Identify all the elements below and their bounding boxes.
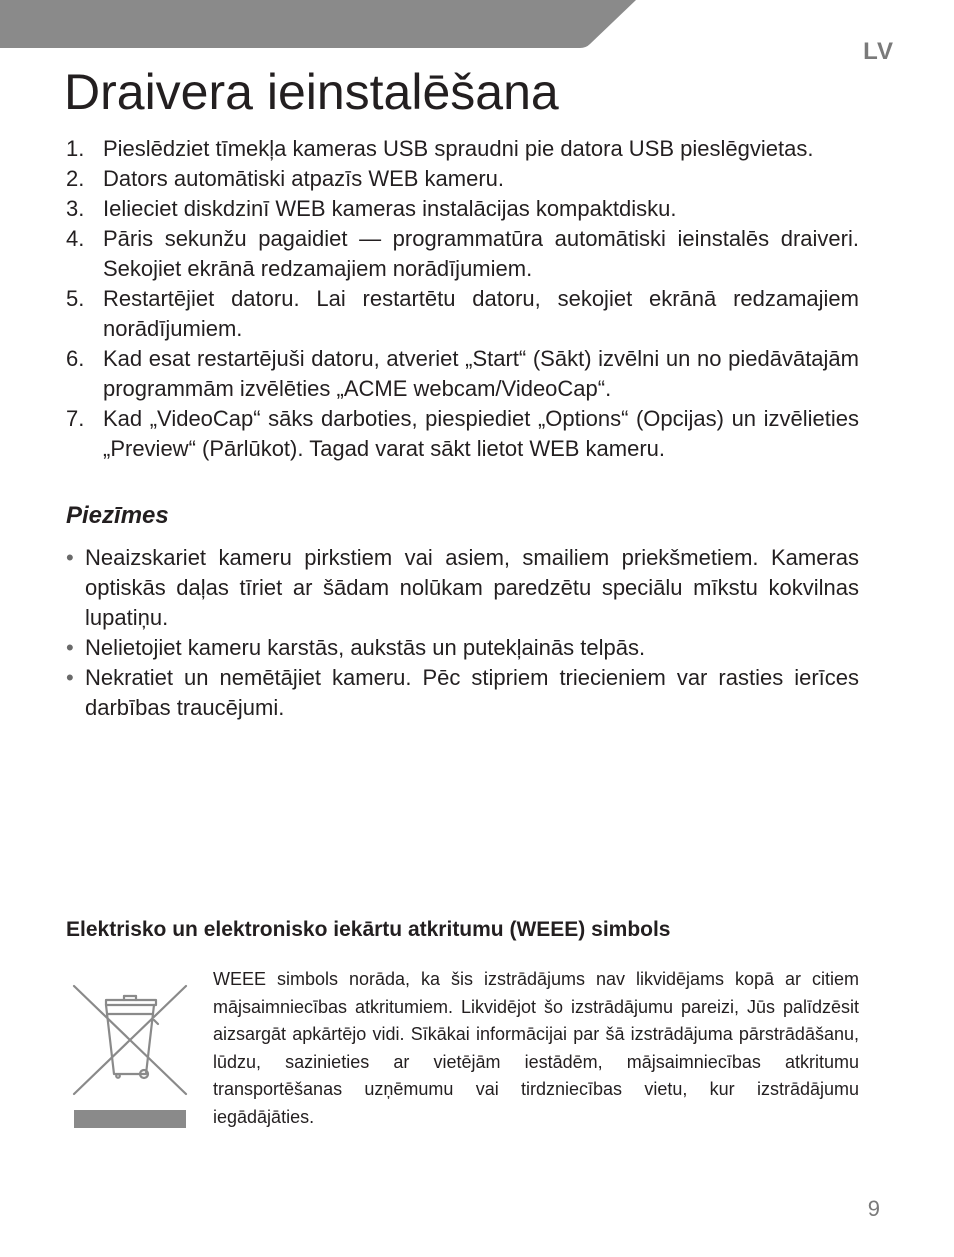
step-number: 1.	[66, 136, 85, 161]
bullet-icon: •	[66, 545, 74, 570]
step-number: 3.	[66, 196, 85, 221]
bullet-icon: •	[66, 665, 74, 690]
list-item	[66, 194, 859, 224]
list-item	[66, 284, 859, 344]
step-number: 5.	[66, 286, 85, 311]
weee-heading: Elektrisko un elektronisko iekārtu atkritumu (WEEE) simbols	[66, 918, 671, 941]
step-text: Kad esat restartējuši datoru, atveriet „Start“ (Sākt) izvēlni un no piedāvātajām programmām izvēlēties „ACME webcam/VideoCap“.	[103, 346, 859, 401]
list-item	[66, 224, 859, 284]
notes-list	[66, 543, 859, 723]
note-text: Nekratiet un nemētājiet kameru. Pēc stipriem triecieniem var rasties ierīces darbības traucējumi.	[85, 665, 859, 720]
step-number: 6.	[66, 346, 85, 371]
list-item	[66, 344, 859, 404]
step-text: Pāris sekunžu pagaidiet — programmatūra automātiski ieinstalēs draiveri. Sekojiet ekrānā redzamajiem norādījumiem.	[103, 226, 859, 281]
list-item	[66, 633, 859, 663]
notes-heading: Piezīmes	[66, 502, 169, 529]
list-item	[66, 404, 859, 464]
page-number: 9	[867, 1196, 880, 1221]
step-number: 4.	[66, 226, 85, 251]
bullet-icon: •	[66, 635, 74, 660]
step-text: Kad „VideoCap“ sāks darboties, piespiediet „Options“ (Opcijas) un izvēlieties „Preview“ (Pārlūkot). Tagad varat sākt lietot WEB kameru.	[103, 406, 859, 461]
header-tab-shape	[0, 0, 640, 48]
note-text: Neaizskariet kameru pirkstiem vai asiem, smailiem priekšmetiem. Kameras optiskās daļas tīriet ar šādam nolūkam paredzētu speciālu mīkstu kokvilnas lupatiņu.	[85, 545, 859, 630]
step-text: Pieslēdziet tīmekļa kameras USB spraudni pie datora USB pieslēgvietas.	[103, 136, 814, 161]
list-item	[66, 543, 859, 633]
list-item	[66, 164, 859, 194]
crossed-out-wheelie-bin-icon	[70, 980, 188, 1130]
installation-steps	[66, 134, 859, 464]
language-code: LV	[863, 38, 894, 65]
step-text: Dators automātiski atpazīs WEB kameru.	[103, 166, 505, 191]
note-text: Nelietojiet kameru karstās, aukstās un putekļainās telpās.	[85, 635, 646, 660]
weee-description: WEEE simbols norāda, ka šis izstrādājums nav likvidējams kopā ar citiem mājsaimniecības atkritumiem. Likvidējot šo izstrādājumu pareizi, Jūs palīdzēsit aizsargāt apkārtējo vidi. Sīkākai informācijai par šā izstrādājuma pārstrādāšanu, lūdzu, sazinieties ar vietējām iestādēm, mājsaimniecības atkritumu transportēšanas uzņēmumu vai tirdzniecības vietu, kur izstrādājumu iegādājāties.	[213, 969, 859, 1127]
step-text: Restartējiet datoru. Lai restartētu datoru, sekojiet ekrānā redzamajiem norādījumiem.	[103, 286, 859, 341]
page-title: Draivera ieinstalēšana	[64, 64, 559, 120]
step-text: Ielieciet diskdzinī WEB kameras instalācijas kompaktdisku.	[103, 196, 677, 221]
list-item	[66, 134, 859, 164]
list-item	[66, 663, 859, 723]
step-number: 2.	[66, 166, 85, 191]
step-number: 7.	[66, 406, 85, 431]
